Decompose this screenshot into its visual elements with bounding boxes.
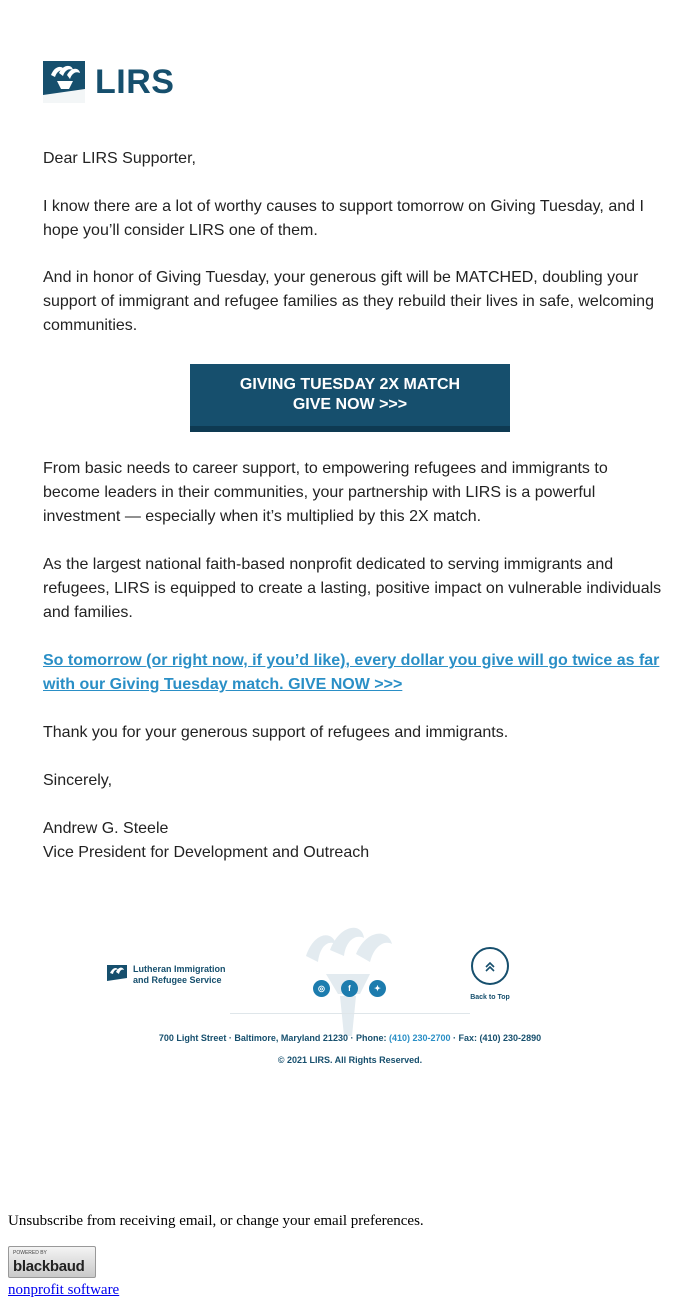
signer-name: Andrew G. Steele <box>43 820 169 837</box>
phone-link[interactable]: (410) 230-2700 <box>388 1033 451 1043</box>
badge-powered-by: POWERED BY <box>13 1250 47 1256</box>
closing: Sincerely, <box>43 772 113 789</box>
paragraph-3: From basic needs to career support, to empowering refugees and immigrants to become leaders in their communities, your partnership with LIRS is a powerful investment — especially when it’s multiplied by this 2X match. <box>43 460 608 525</box>
back-to-top-button[interactable] <box>471 947 509 985</box>
give-now-text-link[interactable]: So tomorrow (or right now, if you’d like), every dollar you give will go twice as far with our Giving Tuesday match. GIVE NOW >>> <box>43 652 660 693</box>
back-to-top-label[interactable]: Back to Top <box>470 994 510 1001</box>
cta-line-2: GIVE NOW >>> <box>292 396 408 413</box>
cta-line-1: GIVING TUESDAY 2X MATCH <box>239 376 461 393</box>
chevron-up-icon <box>473 949 507 983</box>
nonprofit-software-link[interactable]: nonprofit software <box>8 1282 120 1298</box>
instagram-icon[interactable]: ◎ <box>313 980 330 997</box>
blackbaud-badge[interactable] <box>8 1246 96 1278</box>
footer-address <box>0 1033 700 1043</box>
thanks-paragraph: Thank you for your generous support of refugees and immigrants. <box>43 724 509 741</box>
address-text: 700 Light Street · Baltimore, Maryland 21230 · Phone: <box>158 1033 387 1043</box>
give-now-button[interactable] <box>190 364 510 432</box>
footer-org-line-2: and Refugee Service <box>133 975 222 985</box>
paragraph-4: As the largest national faith-based nonprofit dedicated to serving immigrants and refugees, LIRS is equipped to create a lasting, positive impact on vulnerable individuals and families. <box>43 556 662 621</box>
twitter-icon[interactable]: ✦ <box>369 980 386 997</box>
unsubscribe-text[interactable]: Unsubscribe from receiving email, or change your email preferences. <box>8 1213 424 1229</box>
footer-org-line-1: Lutheran Immigration <box>133 964 226 974</box>
signer-title: Vice President for Development and Outreach <box>43 844 370 861</box>
lirs-logo[interactable] <box>43 61 174 103</box>
torch-logo-icon <box>43 61 85 103</box>
fax-text: · Fax: (410) 230-2890 <box>453 1033 542 1043</box>
greeting: Dear LIRS Supporter, <box>43 150 196 167</box>
badge-blackbaud: blackbaud <box>13 1258 85 1275</box>
copyright: © 2021 LIRS. All Rights Reserved. <box>277 1055 423 1065</box>
email-footer <box>0 910 700 1080</box>
paragraph-2: And in honor of Giving Tuesday, your generous gift will be MATCHED, doubling your support of immigrant and refugee families as they rebuild their lives in safe, welcoming communities. <box>43 269 654 334</box>
logo-wordmark: LIRS <box>95 63 175 101</box>
torch-watermark-icon <box>300 916 400 1036</box>
facebook-icon[interactable]: f <box>341 980 358 997</box>
paragraph-1: I know there are a lot of worthy causes to support tomorrow on Giving Tuesday, and I hope you’ll consider LIRS one of them. <box>43 198 644 239</box>
footer-torch-icon <box>107 965 127 985</box>
footer-lirs-logo[interactable] <box>107 964 226 986</box>
footer-divider <box>230 1013 470 1014</box>
